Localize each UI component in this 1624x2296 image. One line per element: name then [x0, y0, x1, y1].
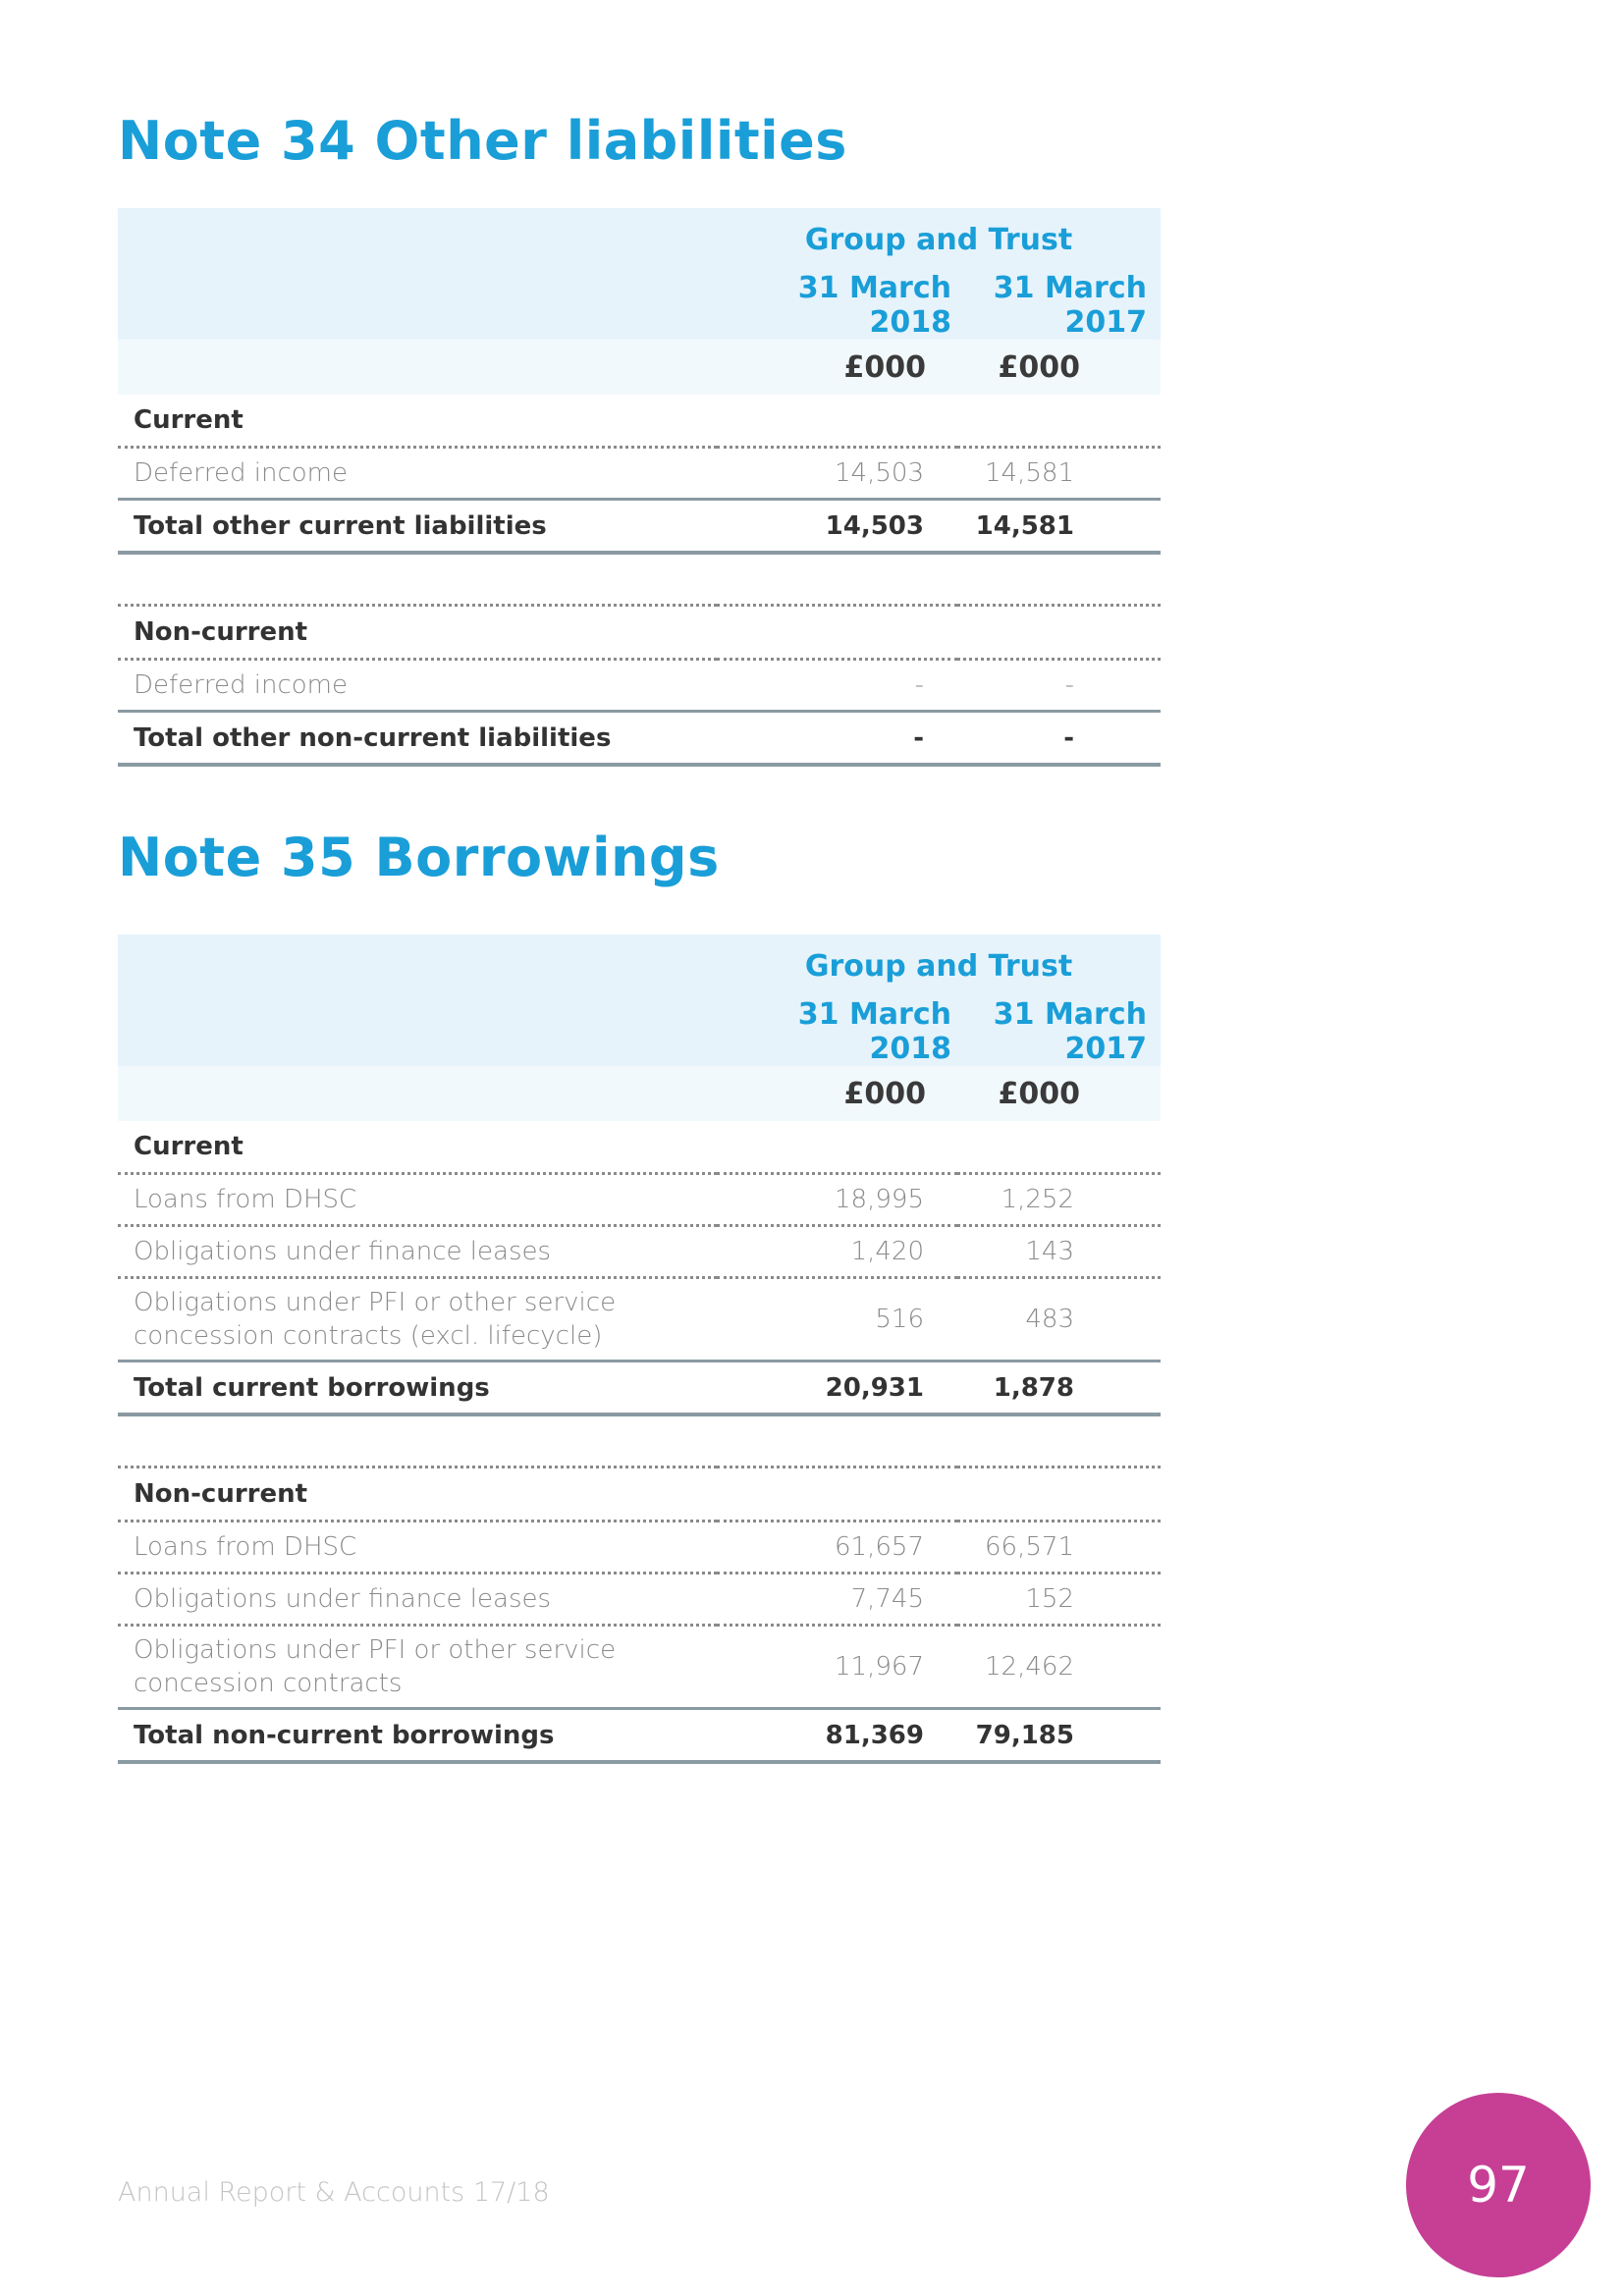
value-2017: 152	[957, 1574, 1161, 1626]
section-current	[118, 395, 1161, 448]
borrowings-table	[118, 934, 1161, 1764]
table-row	[118, 660, 1161, 712]
row-label: Obligations under finance leases	[118, 1574, 717, 1626]
value-2018: 11,967	[717, 1626, 957, 1709]
table-row	[118, 1226, 1161, 1278]
value-2018: 14,503	[717, 448, 957, 500]
row-label: Loans from DHSC	[118, 1174, 717, 1226]
row-label-line-1: Obligations under PFI or other service	[134, 1288, 617, 1317]
page-number-badge: 97	[1406, 2093, 1591, 2277]
unit-2017-header: £000	[957, 340, 1161, 395]
total-row	[118, 500, 1161, 554]
row-label	[118, 1278, 717, 1362]
total-row	[118, 712, 1161, 766]
section-non-current	[118, 606, 1161, 660]
value-2017: 1,252	[957, 1174, 1161, 1226]
table-row	[118, 1626, 1161, 1709]
row-label: Deferred income	[118, 660, 717, 712]
table-row	[118, 1174, 1161, 1226]
row-label-line-2: concession contracts (excl. lifecycle)	[134, 1321, 603, 1351]
note-35-title: Note 35 Borrowings	[118, 827, 720, 888]
total-2017: 1,878	[957, 1362, 1161, 1415]
table-row	[118, 448, 1161, 500]
total-2017: 14,581	[957, 500, 1161, 554]
value-2018: 18,995	[717, 1174, 957, 1226]
date-2018-header: 31 March 2018	[717, 997, 957, 1066]
total-row	[118, 1709, 1161, 1763]
row-label: Obligations under finance leases	[118, 1226, 717, 1278]
row-label: Loans from DHSC	[118, 1522, 717, 1574]
value-2018: -	[717, 660, 957, 712]
value-2018: 516	[717, 1278, 957, 1362]
date-2018-header: 31 March 2018	[717, 271, 957, 340]
date-2017-header: 31 March 2017	[957, 997, 1161, 1066]
total-2017: 79,185	[957, 1709, 1161, 1763]
section-label: Current	[118, 395, 717, 448]
group-and-trust-header: Group and Trust	[717, 208, 1161, 271]
group-and-trust-header: Group and Trust	[717, 934, 1161, 997]
total-label: Total other non-current liabilities	[118, 712, 717, 766]
value-2018: 7,745	[717, 1574, 957, 1626]
total-2017: -	[957, 712, 1161, 766]
row-label	[118, 1626, 717, 1709]
value-2017: 483	[957, 1278, 1161, 1362]
date-2017-header: 31 March 2017	[957, 271, 1161, 340]
footer-report-title: Annual Report & Accounts 17/18	[118, 2177, 550, 2208]
value-2017: 12,462	[957, 1626, 1161, 1709]
other-liabilities-table	[118, 208, 1161, 767]
row-label-line-2: concession contracts	[134, 1669, 403, 1698]
table-row	[118, 1522, 1161, 1574]
section-label: Current	[118, 1121, 717, 1174]
value-2017: 66,571	[957, 1522, 1161, 1574]
table-row	[118, 1278, 1161, 1362]
total-row	[118, 1362, 1161, 1415]
value-2017: -	[957, 660, 1161, 712]
note-34-title: Note 34 Other liabilities	[118, 110, 847, 172]
total-2018: 14,503	[717, 500, 957, 554]
value-2018: 61,657	[717, 1522, 957, 1574]
section-label: Non-current	[118, 1468, 717, 1522]
row-label-line-1: Obligations under PFI or other service	[134, 1635, 617, 1665]
total-label: Total non-current borrowings	[118, 1709, 717, 1763]
section-non-current	[118, 1468, 1161, 1522]
total-2018: 20,931	[717, 1362, 957, 1415]
total-label: Total other current liabilities	[118, 500, 717, 554]
section-current	[118, 1121, 1161, 1174]
total-2018: 81,369	[717, 1709, 957, 1763]
total-label: Total current borrowings	[118, 1362, 717, 1415]
unit-2018-header: £000	[717, 1066, 957, 1121]
value-2017: 14,581	[957, 448, 1161, 500]
section-label: Non-current	[118, 606, 717, 660]
row-label: Deferred income	[118, 448, 717, 500]
total-2018: -	[717, 712, 957, 766]
table-row	[118, 1574, 1161, 1626]
unit-2017-header: £000	[957, 1066, 1161, 1121]
value-2018: 1,420	[717, 1226, 957, 1278]
value-2017: 143	[957, 1226, 1161, 1278]
unit-2018-header: £000	[717, 340, 957, 395]
